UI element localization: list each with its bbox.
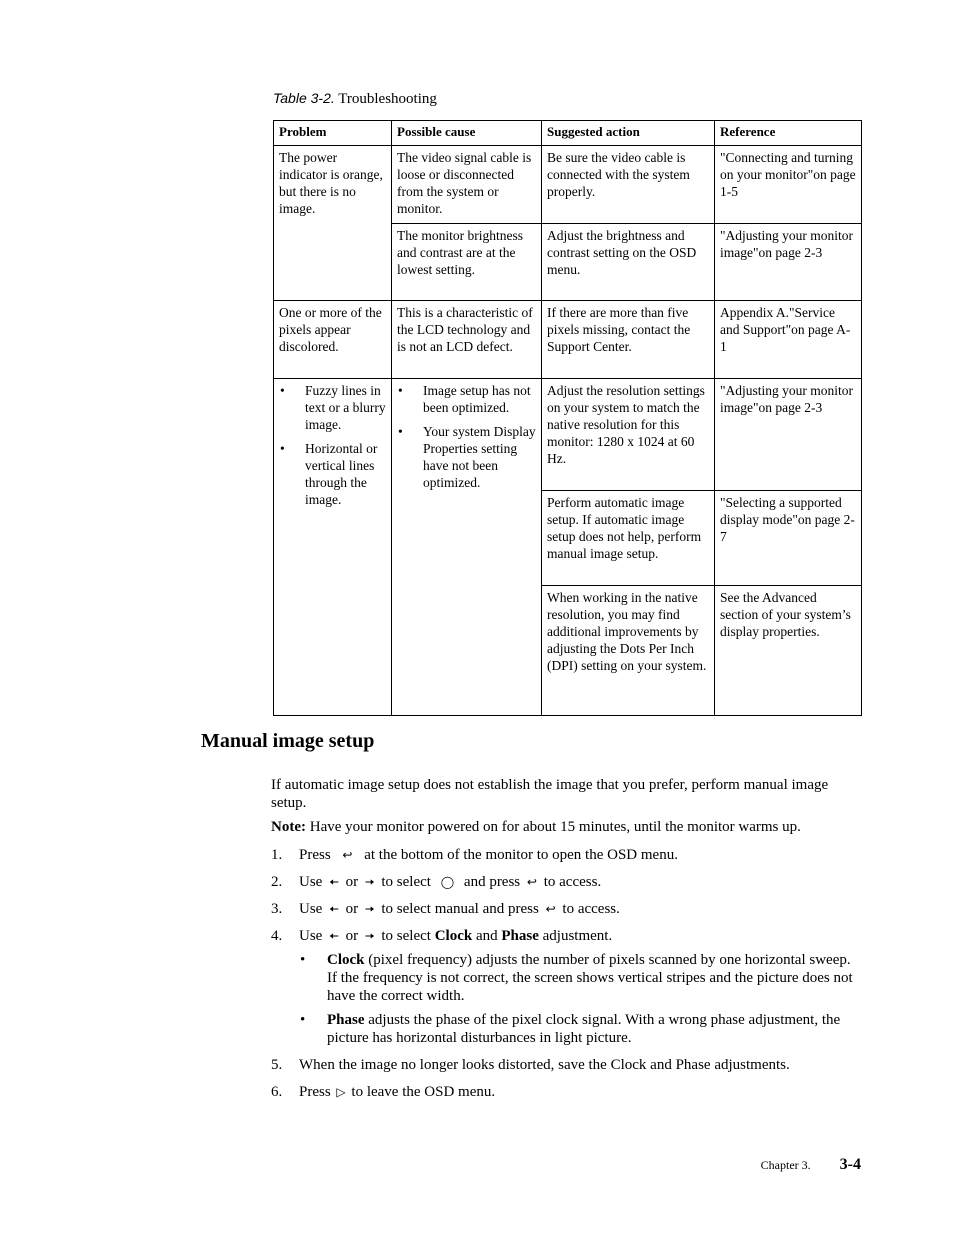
step-item <box>271 1083 863 1101</box>
step-number: 4. <box>271 928 283 944</box>
chapter-label: Chapter 3. <box>760 1158 811 1172</box>
phase-term: Phase <box>501 928 539 944</box>
table-cell-reference: See the Advanced section of your system’s display properties. <box>715 586 862 716</box>
cause-list <box>397 382 536 491</box>
step-item <box>271 927 863 1047</box>
table-cell-reference: Appendix A."Service and Support"on page A-1 <box>715 301 862 379</box>
bullet-term: Clock <box>327 952 365 968</box>
table-caption <box>273 90 437 108</box>
adjustment-bullets <box>299 951 863 1047</box>
step-number: 6. <box>271 1084 283 1100</box>
step-text: and <box>475 928 498 944</box>
list-item <box>299 1011 863 1047</box>
section-body <box>271 776 863 1110</box>
clock-term: Clock <box>434 928 473 944</box>
table-cell-reference: "Adjusting your monitor image"on page 2-3 <box>715 224 862 301</box>
table-cell-action: Perform automatic image setup. If automatic image setup does not help, perform manual image setup. <box>542 491 715 586</box>
right-arrow-icon: 🠦 <box>364 902 375 916</box>
step-text: or <box>345 874 359 890</box>
list-item <box>299 951 863 1005</box>
step-text: Use <box>299 901 323 917</box>
note-label: Note: <box>271 819 306 835</box>
step-text: to select <box>381 928 431 944</box>
table-cell-action: When working in the native resolution, you may find additional improvements by adjusting the Dots Per Inch (DPI) setting on your system. <box>542 586 715 716</box>
table-cell-cause: The video signal cable is loose or disconnected from the system or monitor. <box>392 146 542 224</box>
page-number: 3-4 <box>839 1156 861 1173</box>
steps-list <box>271 846 863 1101</box>
step-text: Use <box>299 874 323 890</box>
table-header-row <box>274 121 862 146</box>
step-text: to select <box>381 874 431 890</box>
step-text: adjustment. <box>542 928 613 944</box>
right-arrow-icon: 🠦 <box>364 929 375 943</box>
step-text: Press <box>299 847 331 863</box>
table-cell-cause <box>392 379 542 716</box>
table-caption-label: Table 3-2. <box>273 90 335 106</box>
step-number: 3. <box>271 901 283 917</box>
bullet-term: Phase <box>327 1012 365 1028</box>
list-item: • Image setup has not been optimized. <box>397 382 536 416</box>
header-reference: Reference <box>715 121 862 146</box>
table-cell-problem: One or more of the pixels appear discolored. <box>274 301 392 379</box>
step-item <box>271 900 863 918</box>
table-cell-action: If there are more than five pixels missing, contact the Support Center. <box>542 301 715 379</box>
table-caption-title: Troubleshooting <box>338 91 437 107</box>
table-cell-problem: The power indicator is orange, but there is no image. <box>274 146 392 301</box>
note-paragraph <box>271 818 863 836</box>
table-cell-cause: This is a characteristic of the LCD technology and is not an LCD defect. <box>392 301 542 379</box>
step-item <box>271 1056 863 1074</box>
bullet-text: adjusts the phase of the pixel clock signal. With a wrong phase adjustment, the picture has horizontal disturbances in light picture. <box>327 1012 841 1046</box>
table-cell-reference: "Selecting a supported display mode"on page 2-7 <box>715 491 862 586</box>
step-item <box>271 846 863 864</box>
enter-icon: ↩ <box>526 875 537 889</box>
table-cell-action: Adjust the resolution settings on your system to match the native resolution for this monitor: 1280 x 1024 at 60 Hz. <box>542 379 715 491</box>
step-text: to leave the OSD menu. <box>351 1084 496 1100</box>
list-item: • Horizontal or vertical lines through the image. <box>279 440 386 508</box>
table-cell-reference: "Adjusting your monitor image"on page 2-3 <box>715 379 862 491</box>
step-text: or <box>345 928 359 944</box>
step-text: or <box>345 901 359 917</box>
step-number: 5. <box>271 1057 283 1073</box>
problem-list <box>279 382 386 508</box>
header-possible-cause: Possible cause <box>392 121 542 146</box>
table-row <box>274 146 862 224</box>
list-item: • Fuzzy lines in text or a blurry image. <box>279 382 386 433</box>
left-arrow-icon: 🠤 <box>329 875 339 889</box>
table-cell-action: Adjust the brightness and contrast setting on the OSD menu. <box>542 224 715 301</box>
image-setup-icon: ◯ <box>440 875 455 889</box>
enter-icon: ↩ <box>545 902 556 916</box>
step-number: 1. <box>271 847 283 863</box>
table-row <box>274 301 862 379</box>
left-arrow-icon: 🠤 <box>329 902 339 916</box>
note-text: Have your monitor powered on for about 15 minutes, until the monitor warms up. <box>309 819 801 835</box>
table-cell-action: Be sure the video cable is connected with the system properly. <box>542 146 715 224</box>
intro-paragraph: If automatic image setup does not establish the image that you prefer, perform manual image setup. <box>271 777 829 811</box>
step-text: and press <box>463 874 521 890</box>
troubleshooting-table <box>273 120 862 716</box>
table-cell-cause: The monitor brightness and contrast are at the lowest setting. <box>392 224 542 301</box>
list-item: • Your system Display Properties setting have not been optimized. <box>397 423 536 491</box>
step-number: 2. <box>271 874 283 890</box>
step-text: When the image no longer looks distorted, save the Clock and Phase adjustments. <box>299 1057 790 1073</box>
step-text: to access. <box>562 901 620 917</box>
bullet-text: (pixel frequency) adjusts the number of pixels scanned by one horizontal sweep. If the frequency is not correct, the screen shows vertical stripes and the picture does not have the correct width. <box>327 952 853 1004</box>
step-text: at the bottom of the monitor to open the OSD menu. <box>364 847 678 863</box>
table-row <box>274 379 862 491</box>
step-text: Use <box>299 928 323 944</box>
table-cell-reference: "Connecting and turning on your monitor"on page 1-5 <box>715 146 862 224</box>
section-title: Manual image setup <box>201 730 375 752</box>
page-footer <box>761 1156 861 1174</box>
step-text: Press <box>299 1084 331 1100</box>
step-text: to select manual and press <box>381 901 539 917</box>
table-cell-problem <box>274 379 392 716</box>
exit-icon: ▷ <box>336 1085 346 1099</box>
header-problem: Problem <box>274 121 392 146</box>
step-text: to access. <box>543 874 602 890</box>
header-suggested-action: Suggested action <box>542 121 715 146</box>
right-arrow-icon: 🠦 <box>364 875 375 889</box>
step-item <box>271 873 863 891</box>
enter-icon: ↩ <box>342 848 353 862</box>
left-arrow-icon: 🠤 <box>329 929 339 943</box>
